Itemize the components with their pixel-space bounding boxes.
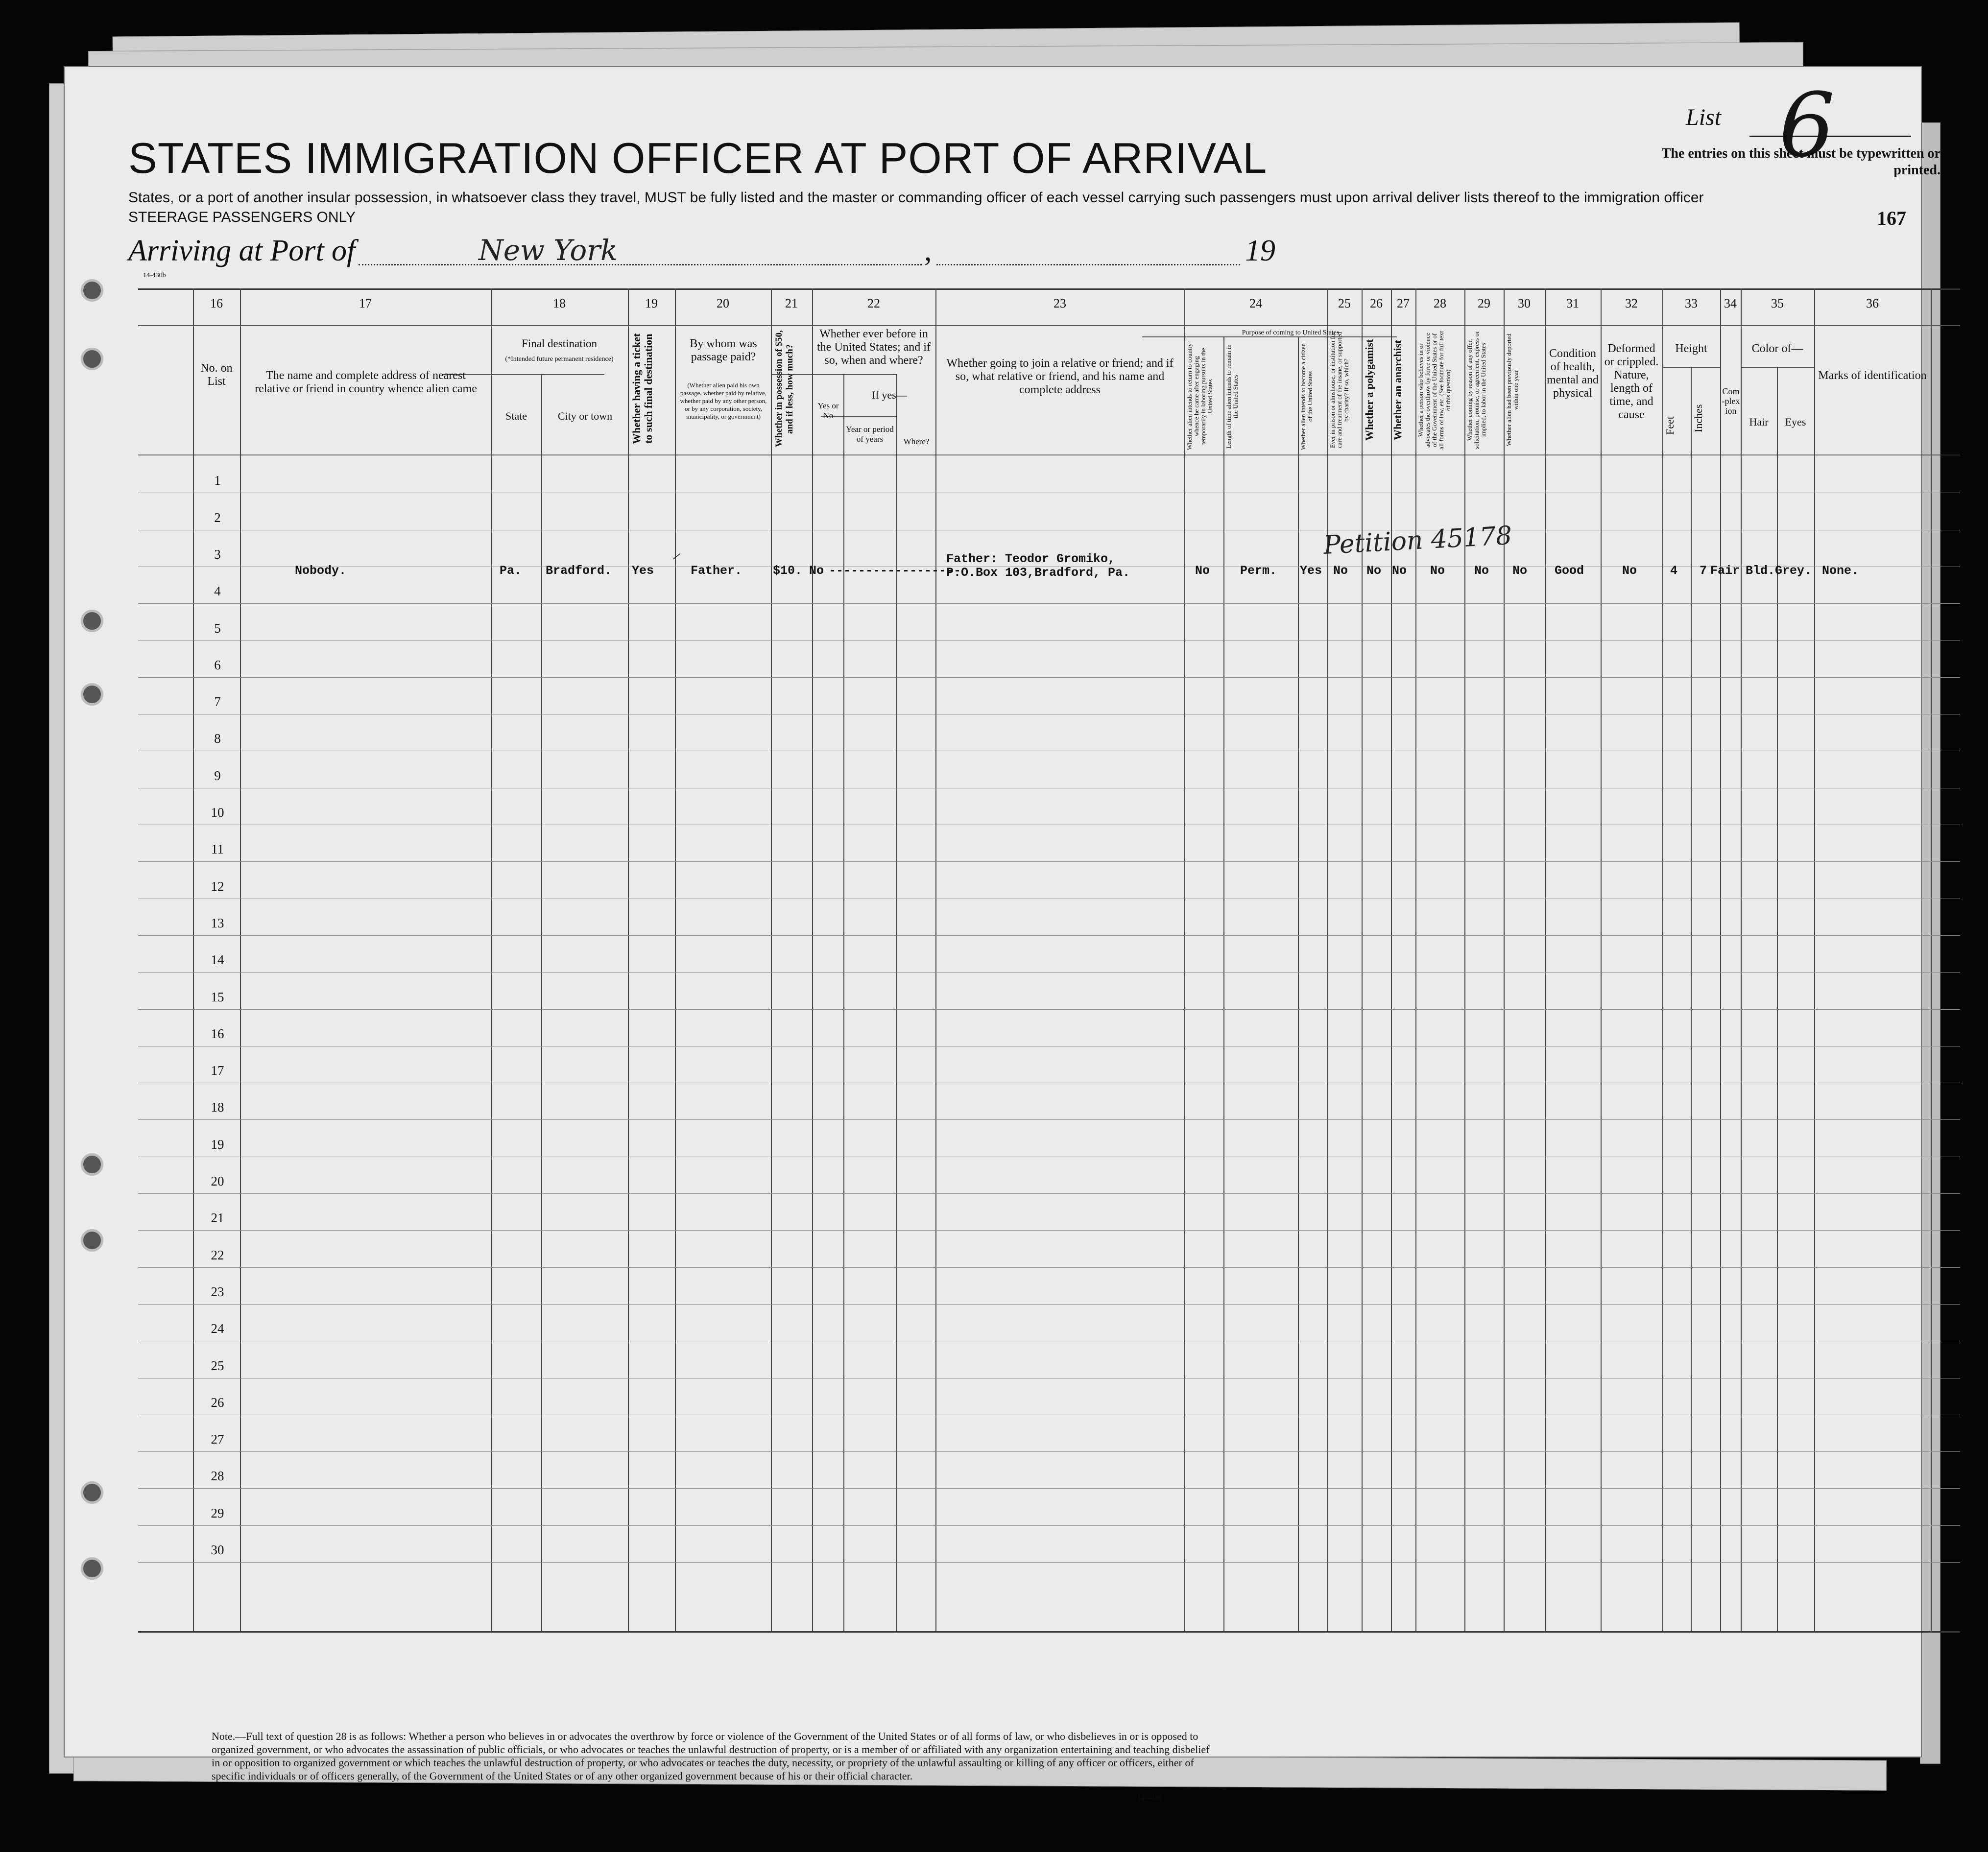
petition-annotation: Petition 45178 bbox=[1322, 521, 1513, 561]
row1-q30: No bbox=[1512, 564, 1528, 578]
port-label: Arriving at Port of bbox=[128, 234, 356, 267]
header-q29: Whether coming by reason of any offer, solicitation, promise, or agreement, express or implied, to labor in the United States bbox=[1466, 331, 1487, 449]
header-final-destination: Final destination bbox=[522, 337, 597, 350]
header-relative-abroad: The name and complete address of nearest relative or friend in country whence alien came bbox=[255, 369, 477, 395]
column-divider bbox=[812, 288, 813, 1633]
header-passage-paid: By whom was passage paid? bbox=[690, 337, 757, 363]
page-number: 167 bbox=[1877, 207, 1906, 229]
row1-hair-eyes: Bld.Grey. bbox=[1746, 564, 1812, 578]
row-number: 13 bbox=[211, 915, 224, 930]
row-number: 10 bbox=[211, 805, 224, 820]
column-number: 29 bbox=[1478, 296, 1490, 310]
column-divider bbox=[1415, 288, 1416, 1633]
row-number: 19 bbox=[211, 1137, 224, 1152]
row-line bbox=[138, 1009, 1960, 1010]
table-bottom-border bbox=[138, 1631, 1960, 1633]
row-number: 4 bbox=[214, 584, 221, 599]
column-divider bbox=[1391, 288, 1392, 1633]
row-number: 16 bbox=[211, 1026, 224, 1041]
row-line bbox=[138, 1562, 1960, 1563]
header-ticket: Whether having a ticket to such final destination bbox=[630, 333, 654, 445]
row-line bbox=[138, 1488, 1960, 1489]
binder-hole bbox=[81, 1229, 103, 1252]
footnote: Note.—Full text of question 28 is as follows: Whether a person who believes in or advocates the overthrow by force or violence of the Government of the United States or of all forms of law, or who disbelieves in or is opposed to organized government, or who advocates the assassination of public officials, or who advocates or teaches the unlawful destruction of property, or is a member of or affiliated with any organization entertaining and teaching disbelief in or opposition to organized government or which teaches the unlawful destruction of property, or who advocates or teaches the duty, necessity, or propriety of the unlawful assaulting or killing of any officer or officers, either of specific individuals or of officers generally, of the Government of the United States or of any other organized government because of his or their official character. bbox=[212, 1730, 1210, 1782]
row-number: 3 bbox=[214, 546, 221, 562]
row-number: 22 bbox=[211, 1247, 224, 1262]
column-divider bbox=[1720, 288, 1721, 1633]
row1-temporary: No bbox=[1195, 564, 1210, 578]
row1-health: Good bbox=[1555, 564, 1584, 578]
instruction-text: States, or a port of another insular possession, in whatsoever class they travel, MUST be fully listed and the master or commanding officer of each vessel carrying such passengers must upon arrival deliver lists thereof to the immigration officer bbox=[128, 190, 1704, 206]
header-bottom-line bbox=[138, 454, 1960, 455]
header-purpose: Purpose of coming to United States bbox=[1242, 329, 1340, 336]
form-code: 14-430b bbox=[143, 272, 166, 279]
column-divider bbox=[1504, 288, 1505, 1633]
column-number: 34 bbox=[1724, 296, 1737, 310]
binder-hole bbox=[81, 348, 103, 370]
row1-q29: No bbox=[1474, 564, 1489, 578]
header-deformed: Deformed or crippled. Nature, length of time, and cause bbox=[1604, 342, 1659, 421]
row-number: 30 bbox=[211, 1543, 224, 1557]
binder-hole bbox=[81, 1481, 103, 1504]
row-number: 26 bbox=[211, 1395, 224, 1410]
row-number: 29 bbox=[211, 1505, 224, 1520]
row-number: 20 bbox=[211, 1174, 224, 1188]
column-divider bbox=[1662, 288, 1663, 1633]
column-divider bbox=[1223, 336, 1224, 1633]
column-number: 20 bbox=[717, 296, 729, 310]
header-ever-before: Whether ever before in the United States; and if so, when and where? bbox=[817, 328, 931, 367]
column-divider bbox=[1814, 288, 1815, 1633]
comma: , bbox=[924, 234, 932, 267]
column-divider bbox=[1601, 288, 1602, 1633]
row1-ever-before-dashes: ------------------ bbox=[829, 564, 961, 578]
header-state: State bbox=[505, 410, 527, 422]
row1-deformed: No bbox=[1622, 564, 1637, 578]
row-number: 7 bbox=[214, 694, 221, 710]
row-number: 5 bbox=[214, 620, 221, 636]
column-number: 27 bbox=[1397, 296, 1410, 310]
column-number: 22 bbox=[867, 296, 880, 310]
row1-prison: No bbox=[1333, 564, 1348, 578]
typewritten-notice: The entries on this sheet must be typewritten or printed. bbox=[1661, 146, 1940, 178]
header-inches: Inches bbox=[1692, 404, 1704, 432]
row-number: 28 bbox=[211, 1469, 224, 1484]
header-anarchist: Whether an anarchist bbox=[1391, 340, 1404, 440]
binder-hole bbox=[81, 279, 103, 302]
column-divider bbox=[843, 374, 844, 1633]
column-divider bbox=[1184, 288, 1185, 1633]
column-divider bbox=[896, 374, 897, 1633]
header-hair: Hair bbox=[1749, 416, 1769, 428]
row-line bbox=[138, 972, 1960, 973]
column-number: 35 bbox=[1771, 296, 1784, 310]
column-divider bbox=[1741, 288, 1742, 1633]
column-divider bbox=[935, 288, 936, 1633]
header-purpose-a: Whether alien intends to return to country whence he came after engaging temporarily in laboring pursuits in the United States bbox=[1186, 343, 1214, 450]
column-divider bbox=[1327, 288, 1328, 1633]
header-purpose-b: Length of time alien intends to remain in the United States bbox=[1225, 344, 1239, 449]
row-number: 1 bbox=[214, 473, 221, 488]
port-underline bbox=[359, 264, 922, 265]
row1-joining-2: P.O.Box 103,Bradford, Pa. bbox=[946, 566, 1130, 580]
year-prefix: 19 bbox=[1245, 234, 1275, 267]
row1-state: Pa. bbox=[500, 564, 522, 578]
row-line bbox=[138, 861, 1960, 862]
header-prison: Ever in prison or almshouse, or institution for care and treatment of the insane, or supported by charity? If so, which? bbox=[1329, 332, 1350, 449]
column-number: 17 bbox=[359, 296, 372, 310]
row-number: 18 bbox=[211, 1100, 224, 1115]
row1-ticket: Yes bbox=[632, 564, 654, 578]
row-line bbox=[138, 1451, 1960, 1452]
column-number: 31 bbox=[1566, 296, 1579, 310]
header-eyes: Eyes bbox=[1785, 416, 1806, 428]
row-number: 12 bbox=[211, 879, 224, 894]
header-complexion: Com-plexion bbox=[1722, 386, 1740, 416]
page-title: STATES IMMIGRATION OFFICER AT PORT OF ARRIVAL bbox=[128, 134, 1268, 182]
row-number: 8 bbox=[214, 731, 221, 746]
column-divider bbox=[541, 374, 542, 1633]
row1-citizen: Yes bbox=[1300, 564, 1322, 578]
row1-marks: None. bbox=[1822, 564, 1859, 578]
column-divider bbox=[1691, 367, 1692, 1633]
row-line bbox=[138, 1193, 1960, 1194]
column-divider bbox=[628, 288, 629, 1633]
row-line bbox=[138, 1525, 1960, 1526]
column-number: 28 bbox=[1434, 296, 1446, 310]
row1-anarchist: No bbox=[1392, 564, 1407, 578]
column-divider bbox=[1931, 288, 1932, 1633]
column-number: 21 bbox=[785, 296, 798, 310]
row1-length: Perm. bbox=[1240, 564, 1277, 578]
list-label: List bbox=[1686, 104, 1722, 130]
column-divider bbox=[1777, 367, 1778, 1633]
header-passage-paid-note: (Whether alien paid his own passage, whether paid by relative, whether paid by any other person, or by any corporation, society, municipality, or government) bbox=[680, 381, 767, 420]
column-number: 24 bbox=[1249, 296, 1262, 310]
row1-complexion: Fair bbox=[1710, 564, 1740, 578]
column-divider bbox=[491, 288, 492, 1633]
header-if-yes: If yes— bbox=[872, 389, 907, 401]
table-top-border bbox=[138, 288, 1960, 290]
row1-paid-by: Father. bbox=[691, 564, 743, 578]
column-number: 25 bbox=[1338, 296, 1351, 310]
class-line: STEERAGE PASSENGERS ONLY bbox=[128, 209, 356, 225]
column-number: 32 bbox=[1625, 296, 1638, 310]
header-feet: Feet bbox=[1664, 416, 1676, 435]
column-number: 16 bbox=[210, 296, 223, 310]
row1-feet: 4 bbox=[1670, 564, 1678, 578]
row-line bbox=[138, 1304, 1960, 1305]
binder-hole bbox=[81, 1153, 103, 1176]
header-where: Where? bbox=[903, 437, 930, 446]
header-marks: Marks of identification bbox=[1818, 369, 1927, 382]
footnote-code: 14—430 bbox=[1137, 1795, 1161, 1802]
column-number: 18 bbox=[553, 296, 566, 310]
row1-money: $10. bbox=[773, 564, 803, 578]
header-q30: Whether alien had been previously deported within one year bbox=[1505, 333, 1519, 447]
header-final-destination-note: (*Intended future permanent residence) bbox=[505, 356, 614, 363]
binder-hole bbox=[81, 1557, 103, 1580]
binder-hole bbox=[81, 683, 103, 706]
column-number: 19 bbox=[645, 296, 658, 310]
manifest-sheet bbox=[64, 66, 1940, 1802]
row1-inches: 7 bbox=[1700, 564, 1707, 578]
row-number: 2 bbox=[214, 510, 221, 525]
row-number: 27 bbox=[211, 1432, 224, 1447]
header-yes-no: Yes or No bbox=[817, 401, 839, 420]
row1-joining-1: Father: Teodor Gromiko, bbox=[946, 552, 1116, 566]
column-divider bbox=[1545, 288, 1546, 1633]
row-number: 17 bbox=[211, 1063, 224, 1078]
column-number: 30 bbox=[1518, 296, 1531, 310]
column-number: 23 bbox=[1054, 296, 1066, 310]
binder-hole bbox=[81, 610, 103, 632]
manifest-table bbox=[138, 288, 1960, 1633]
date-underline bbox=[936, 264, 1240, 265]
row-number: 11 bbox=[211, 842, 224, 857]
header-joining: Whether going to join a relative or friend; and if so, what relative or friend, and his name and complete address bbox=[946, 357, 1174, 396]
column-number: 33 bbox=[1685, 296, 1698, 310]
column-divider bbox=[1464, 288, 1465, 1633]
column-number: 36 bbox=[1866, 296, 1879, 310]
row-number: 15 bbox=[211, 989, 224, 1004]
row-number: 9 bbox=[214, 768, 221, 783]
row1-ever-before: No bbox=[809, 564, 824, 578]
header-no-on-list: No. on List bbox=[200, 362, 233, 388]
check-mark: ⸝ bbox=[672, 543, 680, 563]
row-line bbox=[138, 935, 1960, 936]
header-city: City or town bbox=[557, 410, 613, 422]
row-line bbox=[138, 603, 1960, 604]
row-line bbox=[138, 1230, 1960, 1231]
row1-city: Bradford. bbox=[546, 564, 612, 578]
row-number: 21 bbox=[211, 1211, 224, 1226]
row1-polygamist: No bbox=[1366, 564, 1382, 578]
row1-q28: No bbox=[1430, 564, 1445, 578]
header-color-of: Color of— bbox=[1751, 342, 1803, 355]
header-year-period: Year or period of years bbox=[846, 425, 894, 444]
port-value: New York bbox=[479, 234, 618, 267]
row-line bbox=[138, 1119, 1960, 1120]
header-q28: Whether a person who believes in or advocates the overthrow by force or violence of the Government of the United States or of all forms of law, etc. (See footnote for full text of this question) bbox=[1417, 331, 1452, 450]
row-number: 25 bbox=[211, 1358, 224, 1373]
column-divider bbox=[675, 288, 676, 1633]
header-height: Height bbox=[1675, 342, 1707, 355]
column-divider bbox=[1298, 336, 1299, 1633]
column-number: 26 bbox=[1370, 296, 1383, 310]
column-divider bbox=[771, 288, 772, 1633]
header-money: Whether in possession of $50, and if less, how much? bbox=[774, 330, 795, 448]
row-number: 23 bbox=[211, 1284, 224, 1299]
header-polygamist: Whether a polygamist bbox=[1363, 339, 1375, 441]
row-number: 24 bbox=[211, 1321, 224, 1336]
row-number: 6 bbox=[214, 657, 221, 672]
row-line bbox=[138, 677, 1960, 678]
row-line bbox=[138, 1267, 1960, 1268]
row1-relative: Nobody. bbox=[295, 564, 347, 578]
column-divider bbox=[1362, 288, 1363, 1633]
header-health: Condition of health, mental and physical bbox=[1547, 347, 1599, 400]
header-number-line bbox=[138, 325, 1960, 326]
row-number: 14 bbox=[211, 952, 224, 968]
header-purpose-c: Whether alien intends to become a citizen of the United States bbox=[1299, 343, 1314, 450]
list-number: 6 bbox=[1779, 74, 1835, 177]
